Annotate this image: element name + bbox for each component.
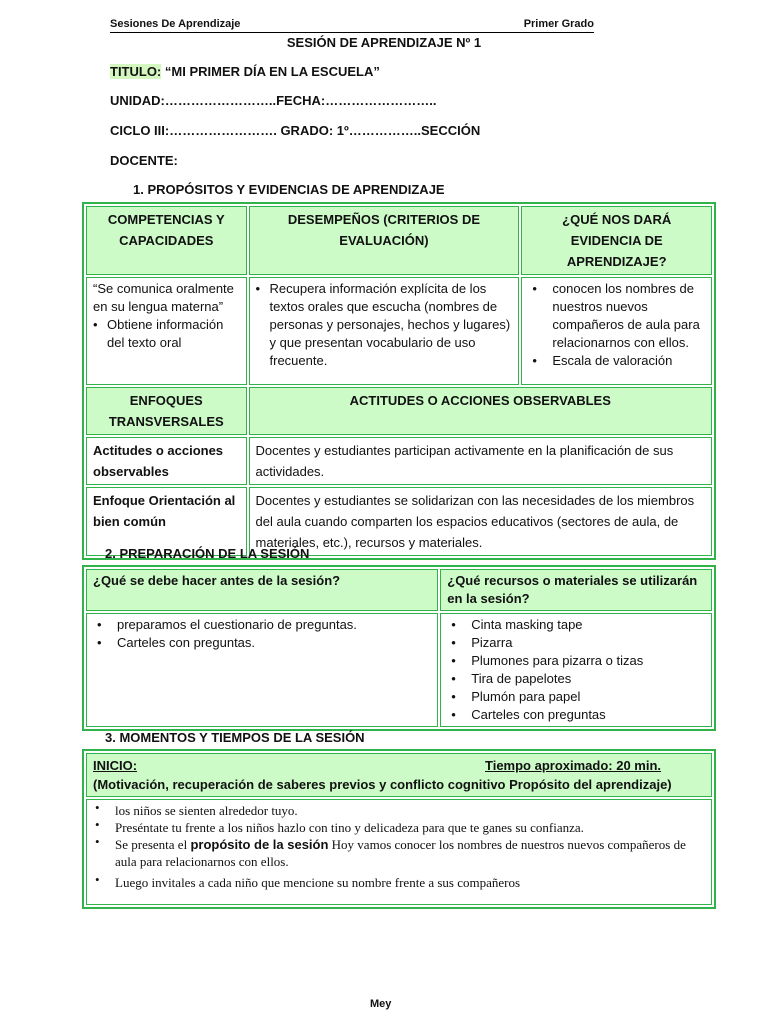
header-right: Primer Grado [523,18,594,30]
list-item: • preparamos el cuestionario de preguntas. [93,616,431,634]
list-item: • Carteles con preguntas. [93,634,431,652]
section2-table [82,565,716,731]
evidencia-item: • conocen los nombres de nuestros nuevos compañeros de aula para relacionarnos con ellos. [528,280,705,352]
tiempo-text: Tiempo aproximado: 20 min. [485,758,662,773]
unidad-line: UNIDAD:……………………..FECHA:…………………….. [110,93,437,108]
section1-heading: 1. PROPÓSITOS Y EVIDENCIAS DE APRENDIZAJE [133,182,445,197]
evidencia-item: • Escala de valoración [528,352,705,370]
titulo-value: “MI PRIMER DÍA EN LA ESCUELA” [164,64,380,79]
list-item: • los niños se sienten alrededor tuyo. [91,802,705,819]
competencia-cell [86,277,247,385]
row2-text: Docentes y estudiantes se solidarizan con las necesidades de los miembros del aula cuando comparten los espacios educativos (sectores de aula, de materiales, etc.), recursos y materiales. [249,487,712,556]
section1-table [82,202,716,560]
desempeno-item: • Recupera información explícita de los textos orales que escucha (nombres de personas y personajes, hechos y lugares) y que presentan vocabulario de uso frecuente. [256,280,513,370]
inicio-label: INICIO: [93,758,138,773]
item3-bold: propósito de la sesión [190,837,329,852]
list-item: • Cinta masking tape [447,616,705,634]
list-item: • Carteles con preguntas [447,706,705,724]
header-desempenos: DESEMPEÑOS (CRITERIOS DE EVALUACIÓN) [249,206,520,275]
footer-text: Mey [370,998,392,1010]
inicio-content [86,799,712,905]
header-competencias: COMPETENCIAS Y CAPACIDADES [86,206,247,275]
row2-label: Enfoque Orientación al bien común [86,487,247,556]
table-row [86,437,712,485]
list-item: • Plumón para papel [447,688,705,706]
list-item: • Luego invitales a cada niño que mencione su nombre frente a sus compañeros [91,874,705,891]
table-row [86,277,712,385]
header-actitudes: ACTITUDES O ACCIONES OBSERVABLES [249,387,712,435]
row1-label: Actitudes o acciones observables [86,437,247,485]
docente-line: DOCENTE: [110,153,178,168]
titulo-line [110,64,380,79]
session-title: SESIÓN DE APRENDIZAJE Nº 1 [286,35,482,50]
section2-heading: 2. PREPARACIÓN DE LA SESIÓN [105,546,310,561]
header-antes: ¿Qué se debe hacer antes de la sesión? [86,569,438,611]
list-item [91,836,705,870]
table-row [86,753,712,797]
titulo-label: TITULO: [110,64,162,79]
table-row [86,569,712,611]
header-recursos: ¿Qué recursos o materiales se utilizarán en la sesión? [440,569,712,611]
item3-post: Hoy vamos conocer los nombres de nuestros nuevos compañeros de aula para relacionarnos con ellos. [115,837,686,869]
section3-heading: 3. MOMENTOS Y TIEMPOS DE LA SESIÓN [105,730,365,745]
section3-table [82,749,716,909]
header-left: Sesiones De Aprendizaje [110,18,241,30]
desempeno-cell [249,277,520,385]
list-item: • Pizarra [447,634,705,652]
antes-cell [86,613,438,727]
table-row [86,799,712,905]
item3-pre: Se presenta el [115,837,191,852]
evidencia-cell [521,277,712,385]
list-item: • Tira de papelotes [447,670,705,688]
inicio-subtitle: (Motivación, recuperación de saberes previos y conflicto cognitivo Propósito del aprendizaje) [93,777,672,792]
list-item: • Plumones para pizarra o tizas [447,652,705,670]
header-enfoques: ENFOQUES TRANSVERSALES [86,387,247,435]
ciclo-line: CICLO III:……………………. GRADO: 1º……………..SECCIÓN [110,123,481,138]
row1-text: Docentes y estudiantes participan activamente en la planificación de sus actividades. [249,437,712,485]
competencia-text: “Se comunica oralmente en su lengua materna” [93,281,234,314]
table-row [86,206,712,275]
table-row [86,387,712,435]
page-header [110,18,594,33]
inicio-header [86,753,712,797]
capacidad-item: • Obtiene información del texto oral [93,316,240,352]
table-row [86,613,712,727]
header-evidencia: ¿QUÉ NOS DARÁ EVIDENCIA DE APRENDIZAJE? [521,206,712,275]
recursos-cell [440,613,712,727]
list-item: • Preséntate tu frente a los niños hazlo con tino y delicadeza para que te ganes su confianza. [91,819,705,836]
